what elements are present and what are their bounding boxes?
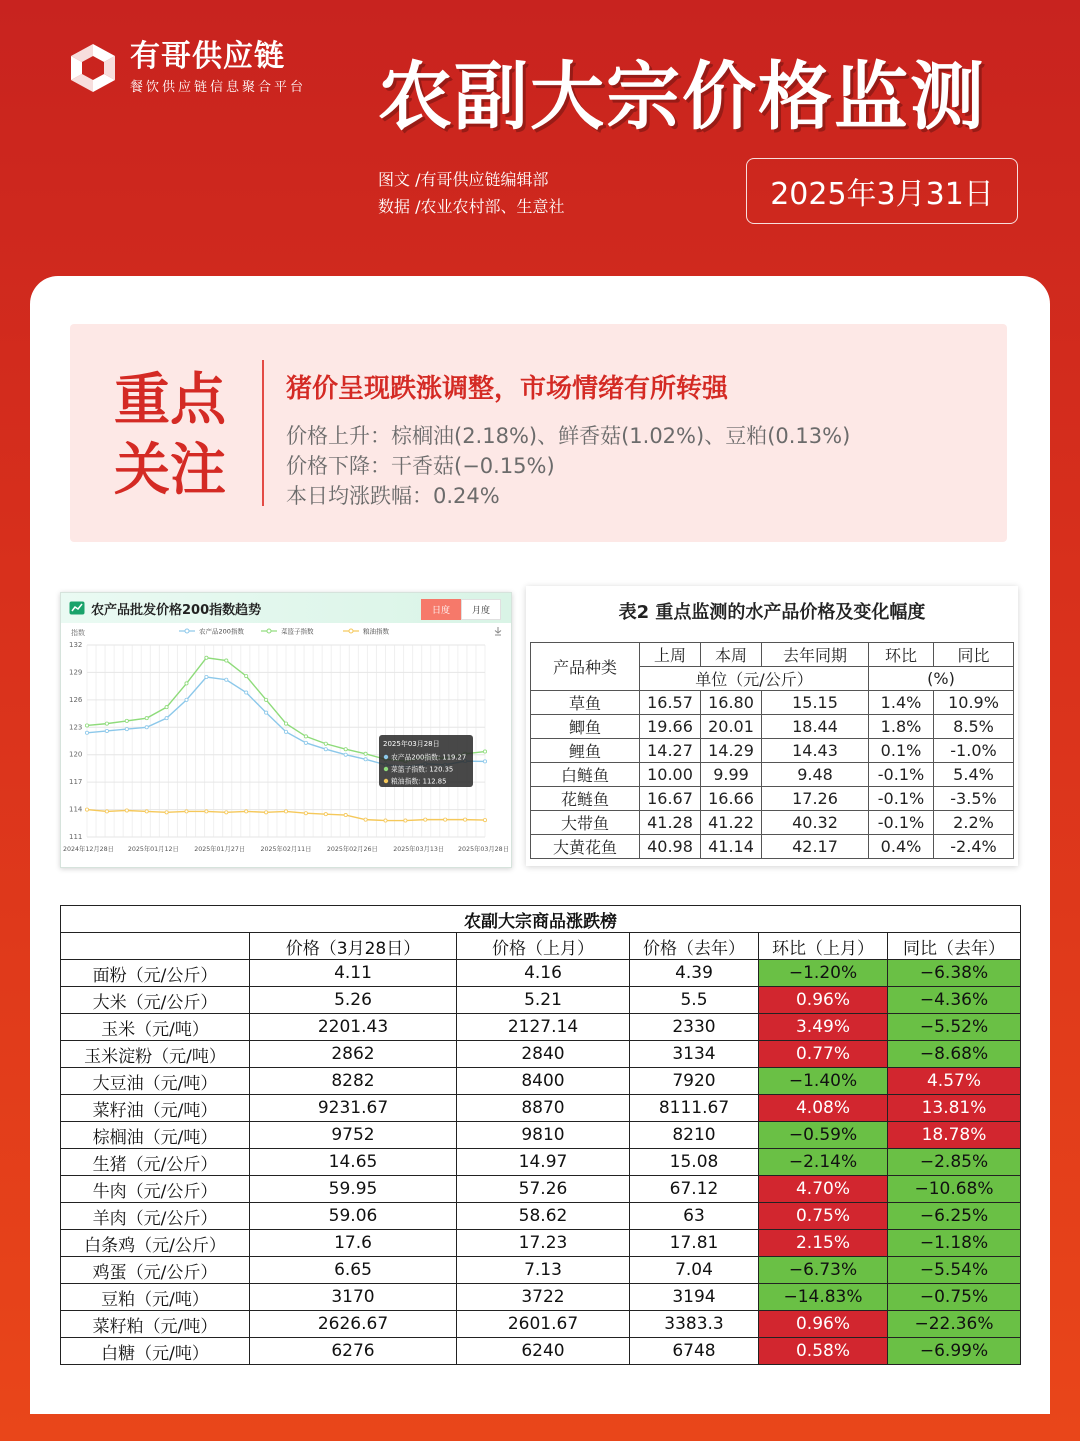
brand: [66, 40, 306, 95]
fish-name-cell: 鲤鱼: [531, 739, 640, 763]
chart-data-point: [205, 656, 208, 659]
commodity-change-cell: −2.85%: [888, 1149, 1021, 1176]
fish-row: [531, 739, 1014, 763]
chart-data-point: [205, 675, 208, 678]
fish-value-cell: -3.5%: [934, 787, 1014, 811]
tab-monthly[interactable]: 月度: [461, 599, 501, 620]
fish-table-body: [531, 691, 1014, 859]
fish-value-cell: 42.17: [762, 835, 869, 859]
fish-row: [531, 715, 1014, 739]
chart-data-point: [105, 722, 108, 725]
fish-value-cell: -0.1%: [869, 763, 934, 787]
fish-value-cell: 41.28: [640, 811, 701, 835]
chart-data-point: [105, 810, 108, 813]
chart-y-tick-label: 114: [69, 805, 83, 814]
fish-unit-cell: 单位（元/公斤）: [640, 667, 869, 691]
focus-divider: [262, 360, 264, 506]
commodity-row: [61, 1284, 1021, 1311]
commodity-price-cell: 8111.67: [630, 1095, 759, 1122]
fish-value-cell: -0.1%: [869, 811, 934, 835]
commodity-price-cell: 17.81: [630, 1230, 759, 1257]
chart-data-point: [284, 730, 287, 733]
commodity-change-cell: 0.77%: [759, 1041, 888, 1068]
commodity-row: [61, 1311, 1021, 1338]
content-card: [30, 276, 1050, 1414]
commodity-change-cell: 4.57%: [888, 1068, 1021, 1095]
commodity-change-cell: 4.70%: [759, 1176, 888, 1203]
commodity-row: [61, 987, 1021, 1014]
fish-value-cell: 40.32: [762, 811, 869, 835]
commodity-change-cell: −0.59%: [759, 1122, 888, 1149]
chart-tooltip-line: 粮油指数: 112.85: [391, 777, 447, 786]
chart-data-point: [245, 691, 248, 694]
fish-value-cell: 14.27: [640, 739, 701, 763]
fish-value-cell: -0.1%: [869, 787, 934, 811]
commodity-name-cell: 白糖（元/吨）: [61, 1338, 250, 1365]
chart-data-point: [464, 818, 467, 821]
commodity-price-cell: 4.39: [630, 960, 759, 987]
commodity-price-cell: 9231.67: [250, 1095, 457, 1122]
chart-x-tick-label: 2024年12月28日: [63, 846, 114, 853]
fish-header-cell: 本周: [701, 643, 762, 667]
commodity-price-cell: 7.13: [457, 1257, 630, 1284]
chart-data-point: [265, 811, 268, 814]
fish-value-cell: 0.4%: [869, 835, 934, 859]
commodity-price-cell: 59.95: [250, 1176, 457, 1203]
commodity-price-cell: 15.08: [630, 1149, 759, 1176]
commodity-change-cell: 13.81%: [888, 1095, 1021, 1122]
commodity-change-cell: 18.78%: [888, 1122, 1021, 1149]
fish-value-cell: 10.00: [640, 763, 701, 787]
chart-data-point: [165, 717, 168, 720]
chart-data-point: [105, 729, 108, 732]
commodity-row: [61, 1068, 1021, 1095]
commodity-price-cell: 63: [630, 1203, 759, 1230]
chart-title: 农产品批发价格200指数趋势: [91, 602, 262, 618]
chart-data-point: [245, 674, 248, 677]
chart-y-tick-label: 120: [69, 750, 83, 759]
commodity-change-cell: −22.36%: [888, 1311, 1021, 1338]
focus-line-fall: 价格下降：干香菇(−0.15%): [286, 454, 555, 478]
chart-y-tick-label: 111: [69, 833, 83, 841]
fish-value-cell: 41.22: [701, 811, 762, 835]
commodity-price-cell: 14.65: [250, 1149, 457, 1176]
chart-data-point: [324, 742, 327, 745]
commodity-change-cell: −1.20%: [759, 960, 888, 987]
fish-value-cell: 1.8%: [869, 715, 934, 739]
chart-y-tick-label: 126: [69, 695, 83, 704]
commodity-price-cell: 67.12: [630, 1176, 759, 1203]
tab-daily[interactable]: 日度: [421, 599, 461, 620]
commodity-table: [60, 905, 1021, 1365]
commodity-change-cell: 0.96%: [759, 987, 888, 1014]
chart-data-point: [344, 813, 347, 816]
fish-row: [531, 811, 1014, 835]
focus-line-rise: 价格上升：棕榈油(2.18%)、鲜香菇(1.02%)、豆粕(0.13%): [286, 424, 851, 448]
focus-headline: 猪价呈现跌涨调整，市场情绪有所转强: [286, 374, 729, 404]
commodity-price-cell: 6240: [457, 1338, 630, 1365]
fish-name-cell: 鲫鱼: [531, 715, 640, 739]
chart-y-tick-label: 132: [69, 641, 83, 649]
fish-header-cell: 环比: [869, 643, 934, 667]
chart-data-point: [483, 818, 486, 821]
commodity-row: [61, 1122, 1021, 1149]
chart-data-point: [225, 659, 228, 662]
fish-value-cell: 20.01: [701, 715, 762, 739]
chart-x-tick-label: 2025年03月13日: [393, 846, 445, 853]
chart-data-point: [205, 810, 208, 813]
page-title: 农副大宗价格监测: [378, 54, 986, 140]
commodity-price-cell: 6.65: [250, 1257, 457, 1284]
commodity-price-cell: 5.21: [457, 987, 630, 1014]
focus-panel: [70, 324, 1007, 542]
fish-header-row: [531, 643, 1014, 667]
chart-legend-marker: [349, 629, 353, 633]
chart-data-point: [304, 735, 307, 738]
commodity-name-cell: 面粉（元/公斤）: [61, 960, 250, 987]
chart-data-point: [185, 810, 188, 813]
commodity-name-cell: 豆粕（元/吨）: [61, 1284, 250, 1311]
commodity-name-cell: 生猪（元/公斤）: [61, 1149, 250, 1176]
commodity-name-cell: 玉米淀粉（元/吨）: [61, 1041, 250, 1068]
commodity-header-cell: [61, 933, 250, 960]
commodity-price-cell: 8870: [457, 1095, 630, 1122]
credit-text: 图文 /有哥供应链编辑部: [378, 170, 549, 189]
chart-data-point: [85, 731, 88, 734]
commodity-price-cell: 2601.67: [457, 1311, 630, 1338]
commodity-change-cell: −6.73%: [759, 1257, 888, 1284]
fish-value-cell: 16.80: [701, 691, 762, 715]
chart-data-point: [165, 811, 168, 814]
chart-legend-label: 菜篮子指数: [281, 627, 314, 636]
fish-value-cell: 8.5%: [934, 715, 1014, 739]
fish-value-cell: 1.4%: [869, 691, 934, 715]
commodity-price-cell: 4.11: [250, 960, 457, 987]
fish-price-panel: [526, 586, 1018, 866]
chart-data-point: [444, 818, 447, 821]
chart-y-axis-label: 指数: [71, 629, 85, 637]
fish-row: [531, 835, 1014, 859]
commodity-row: [61, 1338, 1021, 1365]
commodity-header-cell: 环比（上月）: [759, 933, 888, 960]
chart-tooltip-line: 菜篮子指数: 120.35: [391, 765, 454, 774]
commodity-name-cell: 牛肉（元/公斤）: [61, 1176, 250, 1203]
chart-legend-marker: [267, 629, 271, 633]
brand-name: 有哥供应链: [130, 39, 285, 74]
chart-icon: [69, 601, 85, 615]
commodity-price-cell: 9752: [250, 1122, 457, 1149]
chart-tabs: [421, 599, 501, 620]
chart-data-point: [145, 810, 148, 813]
fish-name-cell: 草鱼: [531, 691, 640, 715]
fish-header-cell: 去年同期: [762, 643, 869, 667]
commodity-change-cell: 0.58%: [759, 1338, 888, 1365]
chart-data-point: [384, 819, 387, 822]
chart-tooltip-marker: [384, 779, 388, 783]
commodity-name-cell: 羊肉（元/公斤）: [61, 1203, 250, 1230]
commodity-change-cell: 0.96%: [759, 1311, 888, 1338]
commodity-change-cell: −0.75%: [888, 1284, 1021, 1311]
commodity-table-title: 农副大宗商品涨跌榜: [61, 906, 1021, 933]
fish-value-cell: 41.14: [701, 835, 762, 859]
commodity-price-cell: 17.6: [250, 1230, 457, 1257]
commodity-row: [61, 1257, 1021, 1284]
chart-data-point: [245, 810, 248, 813]
fish-value-cell: 16.66: [701, 787, 762, 811]
chart-y-tick-label: 117: [69, 778, 83, 787]
commodity-price-cell: 3383.3: [630, 1311, 759, 1338]
chart-data-point: [344, 748, 347, 751]
commodity-price-cell: 2862: [250, 1041, 457, 1068]
commodity-price-cell: 2626.67: [250, 1311, 457, 1338]
chart-tooltip-marker: [384, 767, 388, 771]
commodity-change-cell: 3.49%: [759, 1014, 888, 1041]
fish-value-cell: 16.57: [640, 691, 701, 715]
credit-data: 数据 /农业农村部、生意社: [378, 197, 565, 216]
fish-value-cell: 10.9%: [934, 691, 1014, 715]
fish-value-cell: 18.44: [762, 715, 869, 739]
credits: [378, 166, 564, 220]
commodity-row: [61, 1149, 1021, 1176]
fish-table-title: 表2 重点监测的水产品价格及变化幅度: [618, 602, 926, 623]
chart-data-point: [125, 719, 128, 722]
commodity-change-cell: −10.68%: [888, 1176, 1021, 1203]
commodity-price-cell: 4.16: [457, 960, 630, 987]
chart-header: [61, 593, 511, 623]
commodity-price-cell: 3134: [630, 1041, 759, 1068]
commodity-price-cell: 2330: [630, 1014, 759, 1041]
chart-data-point: [125, 728, 128, 731]
commodity-row: [61, 1041, 1021, 1068]
fish-value-cell: 5.4%: [934, 763, 1014, 787]
chart-x-tick-label: 2025年01月27日: [194, 846, 246, 853]
chart-data-point: [165, 706, 168, 709]
commodity-price-cell: 8400: [457, 1068, 630, 1095]
fish-header-cell: 上周: [640, 643, 701, 667]
fish-value-cell: 14.29: [701, 739, 762, 763]
commodity-price-cell: 3170: [250, 1284, 457, 1311]
fish-value-cell: 14.43: [762, 739, 869, 763]
chart-data-point: [324, 813, 327, 816]
index-chart: [61, 623, 511, 867]
commodity-row: [61, 1176, 1021, 1203]
date-badge: 2025年3月31日: [746, 158, 1018, 224]
index-chart-panel: [60, 592, 512, 868]
chart-data-point: [225, 811, 228, 814]
commodity-change-cell: −1.18%: [888, 1230, 1021, 1257]
chart-data-point: [344, 753, 347, 756]
fish-value-cell: 9.48: [762, 763, 869, 787]
chart-data-point: [145, 726, 148, 729]
chart-x-tick-label: 2025年02月11日: [260, 846, 312, 853]
commodity-change-cell: −4.36%: [888, 987, 1021, 1014]
commodity-row: [61, 1095, 1021, 1122]
commodity-change-cell: −5.52%: [888, 1014, 1021, 1041]
chart-data-point: [284, 810, 287, 813]
fish-row: [531, 763, 1014, 787]
chart-x-tick-label: 2025年02月26日: [326, 846, 378, 853]
commodity-price-cell: 3194: [630, 1284, 759, 1311]
chart-data-point: [185, 682, 188, 685]
fish-name-cell: 大黄花鱼: [531, 835, 640, 859]
commodity-name-cell: 大米（元/公斤）: [61, 987, 250, 1014]
commodity-change-cell: −6.38%: [888, 960, 1021, 987]
fish-value-cell: 17.26: [762, 787, 869, 811]
chart-data-point: [284, 722, 287, 725]
fish-row: [531, 691, 1014, 715]
commodity-change-cell: −2.14%: [759, 1149, 888, 1176]
chart-data-point: [265, 711, 268, 714]
commodity-title-row: [61, 906, 1021, 933]
fish-price-table: [530, 642, 1014, 859]
fish-header-cell: 同比: [934, 643, 1014, 667]
commodity-price-cell: 9810: [457, 1122, 630, 1149]
commodity-price-cell: 8210: [630, 1122, 759, 1149]
commodity-header-row: [61, 933, 1021, 960]
chart-y-tick-label: 129: [69, 668, 83, 677]
commodity-table-body: [61, 960, 1021, 1365]
commodity-name-cell: 白条鸡（元/公斤）: [61, 1230, 250, 1257]
brand-logo-icon: [66, 41, 120, 95]
commodity-row: [61, 1230, 1021, 1257]
commodity-header-cell: 价格（去年）: [630, 933, 759, 960]
commodity-name-cell: 大豆油（元/吨）: [61, 1068, 250, 1095]
commodity-name-cell: 鸡蛋（元/公斤）: [61, 1257, 250, 1284]
commodity-change-cell: 4.08%: [759, 1095, 888, 1122]
chart-data-point: [225, 678, 228, 681]
commodity-price-cell: 59.06: [250, 1203, 457, 1230]
commodity-change-cell: −6.25%: [888, 1203, 1021, 1230]
commodity-price-cell: 17.23: [457, 1230, 630, 1257]
chart-data-point: [364, 752, 367, 755]
chart-data-point: [125, 809, 128, 812]
chart-data-point: [85, 724, 88, 727]
chart-data-point: [424, 818, 427, 821]
fish-value-cell: 16.67: [640, 787, 701, 811]
commodity-header-cell: 价格（3月28日）: [250, 933, 457, 960]
chart-x-tick-label: 2025年01月12日: [127, 846, 179, 853]
chart-y-tick-label: 123: [69, 723, 83, 732]
commodity-price-cell: 6748: [630, 1338, 759, 1365]
commodity-price-cell: 5.5: [630, 987, 759, 1014]
commodity-change-cell: −5.54%: [888, 1257, 1021, 1284]
commodity-change-cell: −6.99%: [888, 1338, 1021, 1365]
commodity-price-cell: 2127.14: [457, 1014, 630, 1041]
chart-data-point: [483, 750, 486, 753]
commodity-row: [61, 1203, 1021, 1230]
commodity-price-cell: 6276: [250, 1338, 457, 1365]
commodity-price-cell: 7.04: [630, 1257, 759, 1284]
fish-value-cell: 0.1%: [869, 739, 934, 763]
fish-value-cell: 40.98: [640, 835, 701, 859]
commodity-change-cell: 0.75%: [759, 1203, 888, 1230]
commodity-change-cell: −8.68%: [888, 1041, 1021, 1068]
chart-x-tick-label: 2025年03月28日: [458, 846, 509, 853]
commodity-price-cell: 14.97: [457, 1149, 630, 1176]
fish-value-cell: 2.2%: [934, 811, 1014, 835]
chart-data-point: [265, 698, 268, 701]
commodity-row: [61, 1014, 1021, 1041]
chart-data-point: [185, 698, 188, 701]
commodity-name-cell: 菜籽粕（元/吨）: [61, 1311, 250, 1338]
fish-name-cell: 花鲢鱼: [531, 787, 640, 811]
fish-value-cell: 9.99: [701, 763, 762, 787]
commodity-name-cell: 棕榈油（元/吨）: [61, 1122, 250, 1149]
focus-label: 重点关注: [114, 368, 226, 503]
commodity-change-cell: 2.15%: [759, 1230, 888, 1257]
commodity-price-cell: 58.62: [457, 1203, 630, 1230]
fish-row: [531, 787, 1014, 811]
fish-value-cell: 15.15: [762, 691, 869, 715]
download-icon[interactable]: [495, 627, 501, 635]
commodity-price-cell: 5.26: [250, 987, 457, 1014]
commodity-name-cell: 菜籽油（元/吨）: [61, 1095, 250, 1122]
chart-data-point: [324, 748, 327, 751]
chart-data-point: [364, 818, 367, 821]
chart-data-point: [364, 758, 367, 761]
chart-legend-label: 农产品200指数: [199, 627, 244, 636]
chart-data-point: [483, 760, 486, 763]
chart-legend-marker: [185, 629, 189, 633]
fish-value-cell: -2.4%: [934, 835, 1014, 859]
brand-subtitle: 餐饮供应链信息聚合平台: [130, 80, 307, 95]
chart-data-point: [304, 741, 307, 744]
focus-line-average: 本日均涨跌幅：0.24%: [286, 484, 500, 508]
commodity-change-cell: −1.40%: [759, 1068, 888, 1095]
fish-header-type: 产品种类: [531, 643, 640, 691]
chart-tooltip-line: 农产品200指数: 119.27: [391, 753, 467, 762]
fish-value-cell: 19.66: [640, 715, 701, 739]
chart-data-point: [304, 812, 307, 815]
chart-tooltip-marker: [384, 755, 388, 759]
commodity-change-cell: −14.83%: [759, 1284, 888, 1311]
chart-data-point: [85, 808, 88, 811]
commodity-price-cell: 3722: [457, 1284, 630, 1311]
fish-name-cell: 大带鱼: [531, 811, 640, 835]
fish-name-cell: 白鲢鱼: [531, 763, 640, 787]
chart-data-point: [145, 717, 148, 720]
commodity-price-cell: 8282: [250, 1068, 457, 1095]
commodity-header-cell: 价格（上月）: [457, 933, 630, 960]
commodity-price-cell: 2201.43: [250, 1014, 457, 1041]
commodity-header-cell: 同比（去年）: [888, 933, 1021, 960]
commodity-price-cell: 57.26: [457, 1176, 630, 1203]
commodity-price-cell: 7920: [630, 1068, 759, 1095]
chart-legend-label: 粮油指数: [363, 627, 389, 636]
fish-pct-cell: (%): [869, 667, 1014, 691]
commodity-price-cell: 2840: [457, 1041, 630, 1068]
chart-tooltip-date: 2025年03月28日: [383, 740, 440, 748]
commodity-row: [61, 960, 1021, 987]
chart-data-point: [404, 819, 407, 822]
fish-value-cell: -1.0%: [934, 739, 1014, 763]
commodity-name-cell: 玉米（元/吨）: [61, 1014, 250, 1041]
